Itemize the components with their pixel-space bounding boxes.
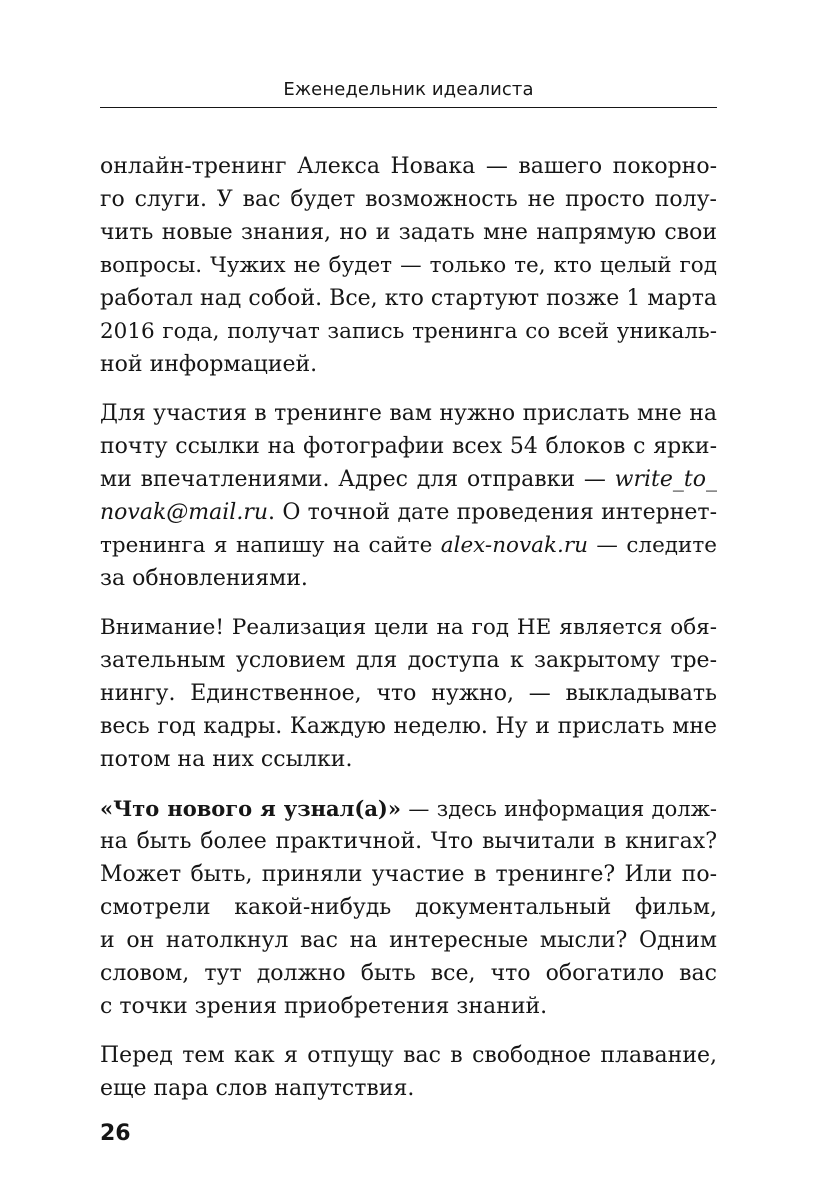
text-line: словом, тут должно быть все, что обогатило вас	[100, 961, 717, 986]
text-line: работал над собой. Все, кто стартуют позже 1 марта	[100, 286, 717, 311]
paragraph	[100, 1039, 717, 1105]
text-line: и он натолкнул вас на интересные мысли? Одним	[100, 928, 717, 953]
text-line: ной информацией.	[100, 352, 318, 377]
text-line: потом на них ссылки.	[100, 747, 353, 772]
text-line: весь год кадры. Каждую неделю. Ну и прислать мне	[100, 714, 717, 739]
text-run: . О точной дате проведения интернет-	[268, 500, 717, 525]
text-line: Может быть, приняли участие в тренинге? Или по-	[100, 862, 717, 887]
text-line: онлайн-тренинг Алекса Новака — вашего покорно-	[100, 154, 717, 179]
text-line: почту ссылки на фотографии всех 54 блоков с ярки-	[100, 434, 717, 459]
email-address-part: novak@mail.ru	[100, 500, 269, 525]
text-line: чить новые знания, но и задать мне напрямую свои	[100, 220, 717, 245]
paragraph	[100, 397, 717, 595]
text-line: го слуги. У вас будет возможность не просто полу-	[100, 187, 717, 212]
text-line	[100, 496, 717, 529]
paragraph	[100, 150, 717, 381]
text-run: — здесь информация долж-	[401, 797, 718, 821]
paragraph	[100, 792, 717, 1023]
text-line: зательным условием для доступа к закрытому тре-	[100, 648, 717, 673]
text-run: ми впечатлениями. Адрес для отправки —	[100, 467, 615, 492]
text-line	[100, 529, 717, 562]
text-line: 2016 года, получат запись тренинга со всей уникаль-	[100, 319, 717, 344]
email-address-part: write_to_	[614, 467, 717, 492]
website-address: alex-novak.ru	[440, 533, 588, 558]
text-line: с точки зрения приобретения знаний.	[100, 994, 548, 1019]
section-term: «Что нового я узнал(а)»	[100, 796, 401, 821]
text-line: смотрели какой-нибудь документальный фильм,	[100, 895, 717, 920]
text-run: тренинга я напишу на сайте	[100, 533, 441, 558]
page-number: 26	[100, 1121, 131, 1146]
text-line: на быть более практичной. Что вычитали в книгах?	[100, 829, 717, 854]
text-line: нингу. Единственное, что нужно, — выкладывать	[100, 681, 717, 706]
text-line: вопросы. Чужих не будет — только те, кто целый год	[100, 253, 717, 278]
running-head: Еженедельник идеалиста	[283, 79, 534, 100]
text-line	[100, 792, 717, 825]
paragraph	[100, 611, 717, 776]
text-line	[100, 463, 717, 496]
text-line: еще пара слов напутствия.	[100, 1076, 415, 1101]
text-line: Перед тем как я отпущу вас в свободное плавание,	[100, 1043, 717, 1068]
text-line: Внимание! Реализация цели на год НЕ является обя-	[100, 615, 717, 640]
header-rule	[100, 107, 717, 108]
text-line: Для участия в тренинге вам нужно прислать мне на	[100, 401, 717, 426]
text-line: за обновлениями.	[100, 566, 308, 591]
text-run: — следите	[587, 533, 717, 558]
page-body	[100, 150, 717, 1105]
